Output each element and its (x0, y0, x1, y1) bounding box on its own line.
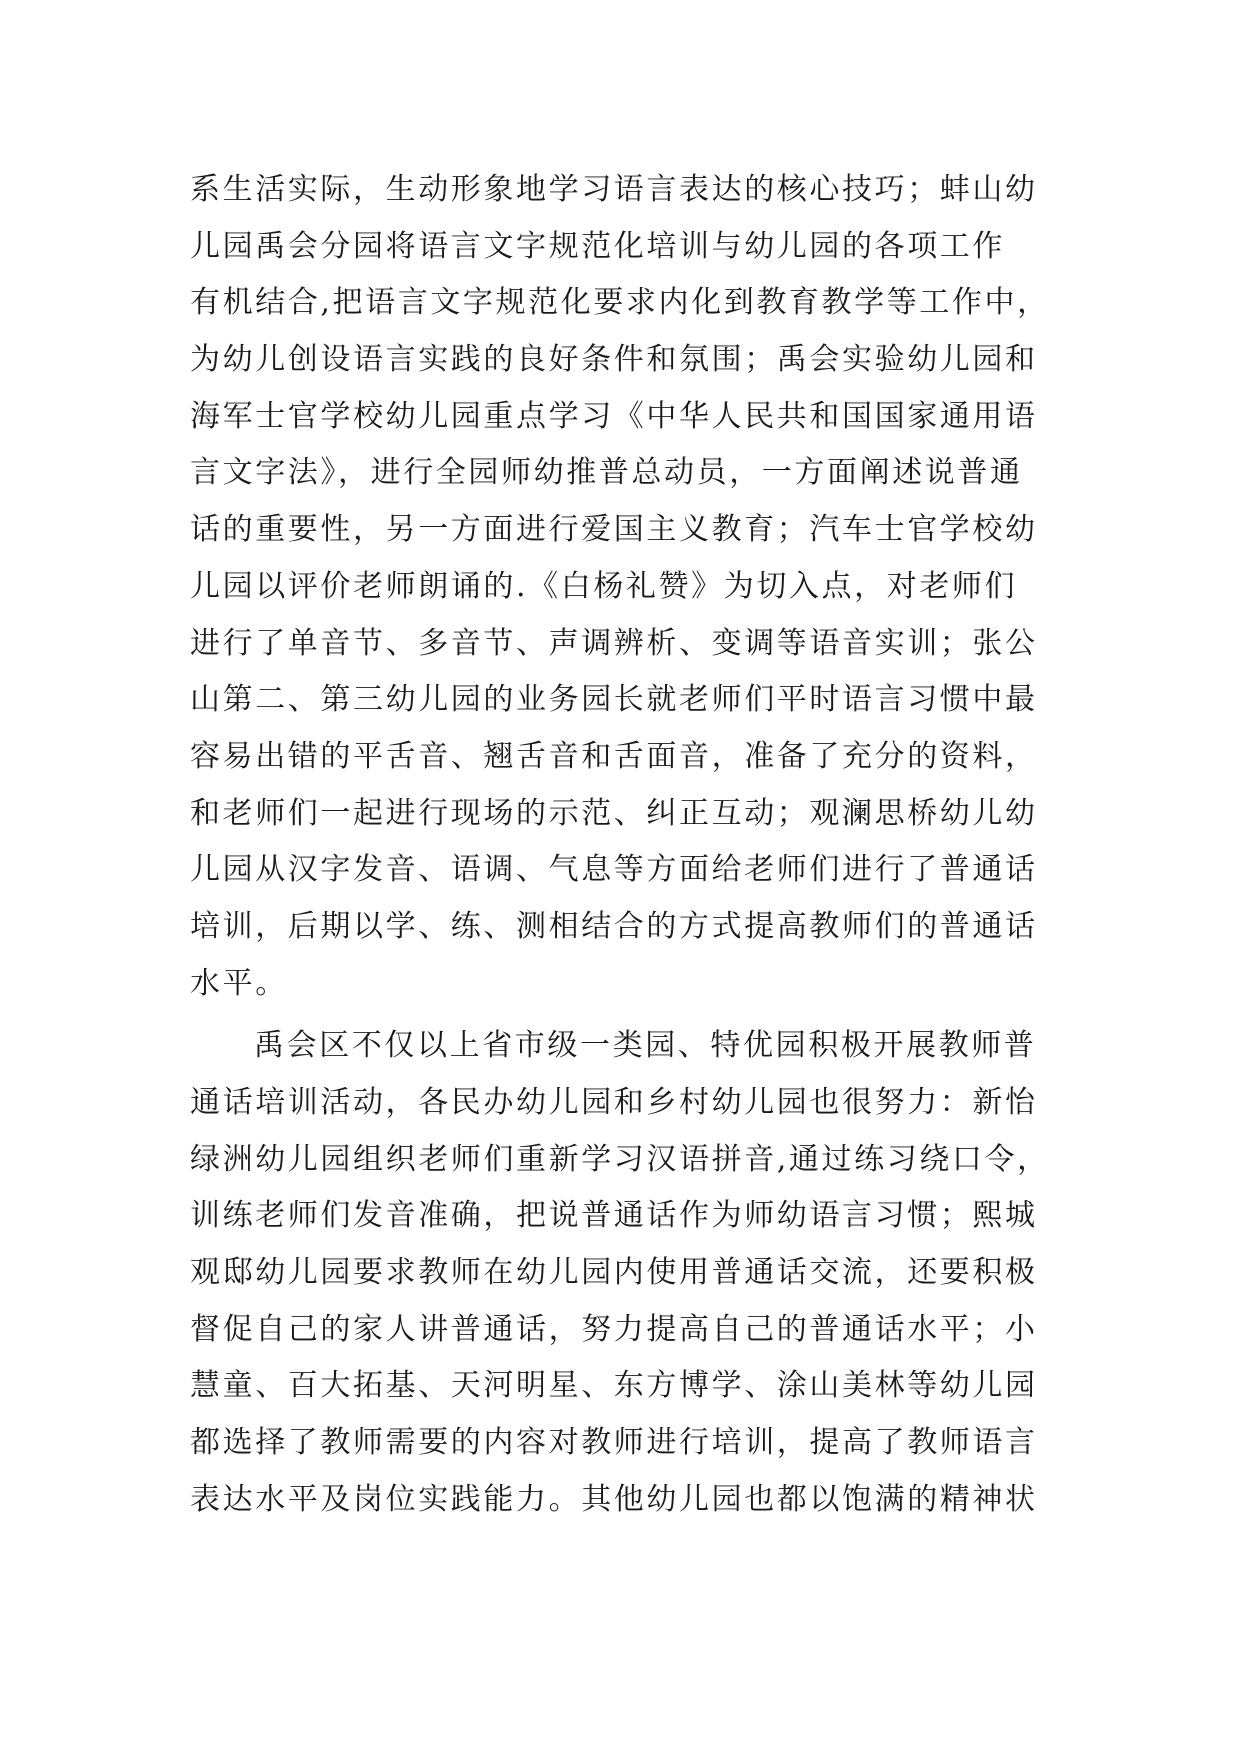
text-line: 都选择了教师需要的内容对教师进行培训，提高了教师语言 (190, 1425, 1038, 1461)
text-line: 系生活实际，生动形象地学习语言表达的核心技巧；蚌山幼 (190, 172, 1038, 207)
text-line: 慧童、百大拓基、天河明星、东方博学、涂山美林等幼儿园 (190, 1368, 1038, 1404)
text-line: 观邸幼儿园要求教师在幼儿园内使用普通话交流，还要积极 (190, 1255, 1038, 1291)
document-body (190, 162, 1090, 1529)
text-line: 督促自己的家人讲普通话，努力提高自己的普通话水平；小 (190, 1311, 1038, 1347)
text-line: 有机结合,把语言文字规范化要求内化到教育教学等工作中， (190, 285, 1050, 321)
text-line: 儿园从汉字发音、语调、气息等方面给老师们进行了普通话 (190, 852, 1038, 888)
text-line: 为幼儿创设语言实践的良好条件和氛围；禹会实验幼儿园和 (190, 342, 1038, 378)
text-line: 表达水平及岗位实践能力。其他幼儿园也都以饱满的精神状 (190, 1481, 1038, 1517)
text-line: 儿园以评价老师朗诵的.《白杨礼赞》为切入点，对老师们 (190, 568, 1018, 604)
text-line: 进行了单音节、多音节、声调辨析、变调等语音实训；张公 (190, 625, 1038, 661)
text-line: 和老师们一起进行现场的示范、纠正互动；观澜思桥幼儿幼 (190, 795, 1038, 831)
text-line: 儿园禹会分园将语言文字规范化培训与幼儿园的各项工作 (190, 228, 1005, 264)
text-line: 训练老师们发音准确，把说普通话作为师幼语言习惯；熙城 (190, 1198, 1038, 1234)
text-line: 海军士官学校幼儿园重点学习《中华人民共和国国家通用语 (190, 398, 1038, 434)
text-line: 话的重要性，另一方面进行爱国主义教育；汽车士官学校幼 (190, 512, 1038, 548)
text-line: 通话培训活动，各民办幼儿园和乡村幼儿园也很努力：新怡 (190, 1085, 1038, 1120)
text-line: 禹会区不仅以上省市级一类园、特优园积极开展教师普 (254, 1028, 1037, 1064)
text-line: 水平。 (190, 965, 288, 1001)
text-line: 言文字法》，进行全园师幼推普总动员，一方面阐述说普通 (190, 455, 1023, 491)
paragraph-private-kindergartens (190, 1018, 1090, 1528)
text-line: 培训，后期以学、练、测相结合的方式提高教师们的普通话 (190, 908, 1038, 944)
text-line: 山第二、第三幼儿园的业务园长就老师们平时语言习惯中最 (190, 682, 1038, 718)
text-line: 绿洲幼儿园组织老师们重新学习汉语拼音,通过练习绕口令， (190, 1141, 1050, 1177)
paragraph-training-activities (190, 162, 1090, 1012)
text-line: 容易出错的平舌音、翘舌音和舌面音，准备了充分的资料， (190, 738, 1038, 774)
